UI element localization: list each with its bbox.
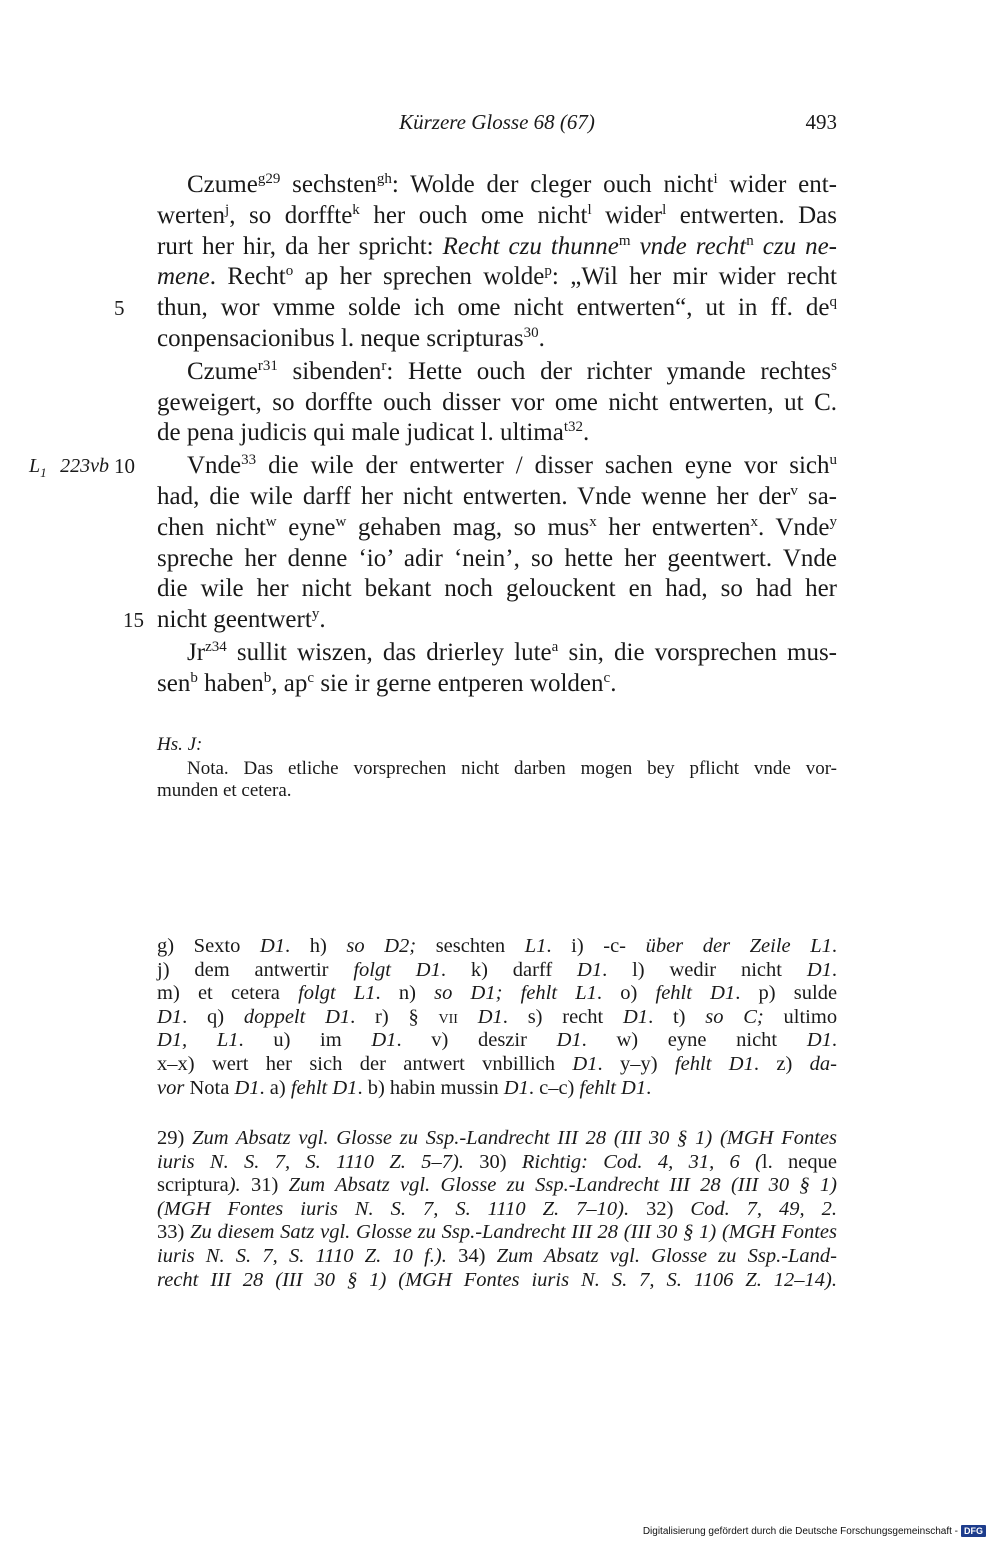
apparatus-line: D1. q) doppelt D1. r) § vii D1. s) recht D1. t) so C; ultimo	[157, 1005, 838, 1028]
credit-text: Digitalisierung gefördert durch die Deutsche Forschungsgemeinschaft -	[642, 1525, 958, 1537]
text-line: die wile her nicht bekant noch gelouckent en had, so had her	[157, 575, 837, 603]
manuscript-j-block	[157, 732, 837, 802]
apparatus-line: x–x) wert her sich der antwert vnbillich D1. y–y) fehlt D1. z) da-	[157, 1052, 837, 1075]
text-line: mene. Recht$^o$ ap her sprechen wolde$^p$: „Wil her mir wider recht	[157, 263, 837, 291]
text-line: 5 thun, wor vmme solde ich ome nicht entwerten“, ut in ff. $de^q$	[157, 293, 837, 324]
apparatus-line: m) et cetera folgt L1. n) so D1; fehlt L1. o) fehlt D1. p) sulde	[157, 982, 838, 1005]
text-line: geweigert, so dorffte ouch disser vor ome nicht entwerten, ut C.	[157, 388, 837, 416]
apparatus-line: j) dem antwertir folgt D1. k) darff D1. l) wedir nicht D1.	[157, 958, 837, 981]
text-line: 15 nicht geentwert$^y$.	[157, 605, 837, 636]
source-notes	[157, 1127, 837, 1292]
manuscript-label: Hs. J:	[157, 734, 203, 755]
text-line: spreche her denne ‘io’ adir ‘nein’, so hette her geentwert. Vnde	[157, 544, 837, 572]
text-line: $Jr^{z34}$ sullit wiszen, das drierley lute$^a$ sin, die vorsprechen mus-	[187, 638, 838, 666]
text-line: had, die wile darff her nicht entwerten. Vnde wenne her der$^v$ sa-	[157, 482, 837, 510]
digitization-credit	[643, 1524, 986, 1538]
text-line: Czume$^{r31}$ sibenden$^r$: Hette ouch der richter ymande rechtes$^s$	[187, 357, 837, 385]
line-number-5: 5	[114, 296, 125, 321]
note-line: 33) Zu diesem Satz vgl. Glosse zu Ssp.-Landrecht III 28 (III 30 § 1) (MGH Fontes	[157, 1221, 838, 1244]
note-line: iuris N. S. 7, S. 1110 Z. 5–7). 30) Richtig: Cod. 4, 31, 6 (l. neque	[157, 1150, 837, 1173]
margin-note-folio: $L_1$ 223vb	[29, 455, 109, 481]
text-line: chen nicht$^w$ eyne$^w$ gehaben mag, so mus$^x$ her entwerten$^x$. Vnde$^y$	[157, 513, 838, 541]
text-line: conpensacionibus l. neque scripturas$^{30}$.	[157, 324, 545, 352]
text-line: rurt her hir, da her spricht: Recht czu thunne$^m$ vnde recht$^n$ czu ne-	[157, 232, 837, 260]
apparatus-line: D1, L1. u) im D1. v) deszir D1. w) eyne nicht D1.	[157, 1029, 837, 1052]
running-head	[157, 110, 837, 138]
text-line: werten$^j$, so dorffte$^k$ her ouch ome nicht$^l$ wider$^l$ entwerten. Das	[157, 201, 837, 229]
note-line: iuris N. S. 7, S. 1110 Z. 10 f.). 34) Zum Absatz vgl. Glosse zu Ssp.-Land-	[157, 1244, 837, 1267]
apparatus-line: vor Nota D1. a) fehlt D1. b) habin mussin D1. c–c) fehlt D1.	[157, 1076, 652, 1099]
critical-apparatus	[157, 935, 837, 1100]
line-number-15: 15	[123, 608, 144, 633]
apparatus-line: g) Sexto D1. h) so D2; seschten L1. i) -c- über der Zeile L1.	[157, 935, 838, 957]
page-number: 493	[805, 110, 837, 134]
text-line: de pena judicis qui male judicat l. ultima$^{t32}$.	[157, 419, 590, 447]
text-line: $L_1$ 223vb 10 Vnde$^{33}$ die wile der entwerter / disser sachen eyne vor sich$^u$	[157, 451, 837, 482]
text-line: Czume$^{g29}$ sechsten$^{gh}$: Wolde der cleger ouch nicht$^i$ wider ent-	[187, 171, 837, 198]
dfg-logo-icon: DFG	[961, 1525, 986, 1537]
main-text	[29, 170, 838, 700]
text-line: sen$^b$ haben$^b$, $ap^c$ sie ir gerne entperen wolden$^c$.	[157, 669, 617, 697]
manuscript-line: munden et cetera.	[157, 780, 292, 801]
manuscript-line: Nota. Das etliche vorsprechen nicht darben mogen bey pflicht vnde vor-	[187, 758, 837, 779]
note-line: scriptura). 31) Zum Absatz vgl. Glosse zu Ssp.-Landrecht III 28 (III 30 § 1)	[157, 1174, 838, 1197]
note-line: (MGH Fontes iuris N. S. 7, S. 1110 Z. 7–10). 32) Cod. 7, 49, 2.	[157, 1197, 838, 1220]
note-line: recht III 28 (III 30 § 1) (MGH Fontes iuris N. S. 7, S. 1106 Z. 12–14).	[157, 1268, 837, 1291]
note-line: 29) Zum Absatz vgl. Glosse zu Ssp.-Landrecht III 28 (III 30 § 1) (MGH Fontes	[157, 1127, 838, 1149]
running-title: Kürzere Glosse 68 (67)	[399, 110, 595, 134]
line-number-10: 10	[114, 454, 135, 479]
